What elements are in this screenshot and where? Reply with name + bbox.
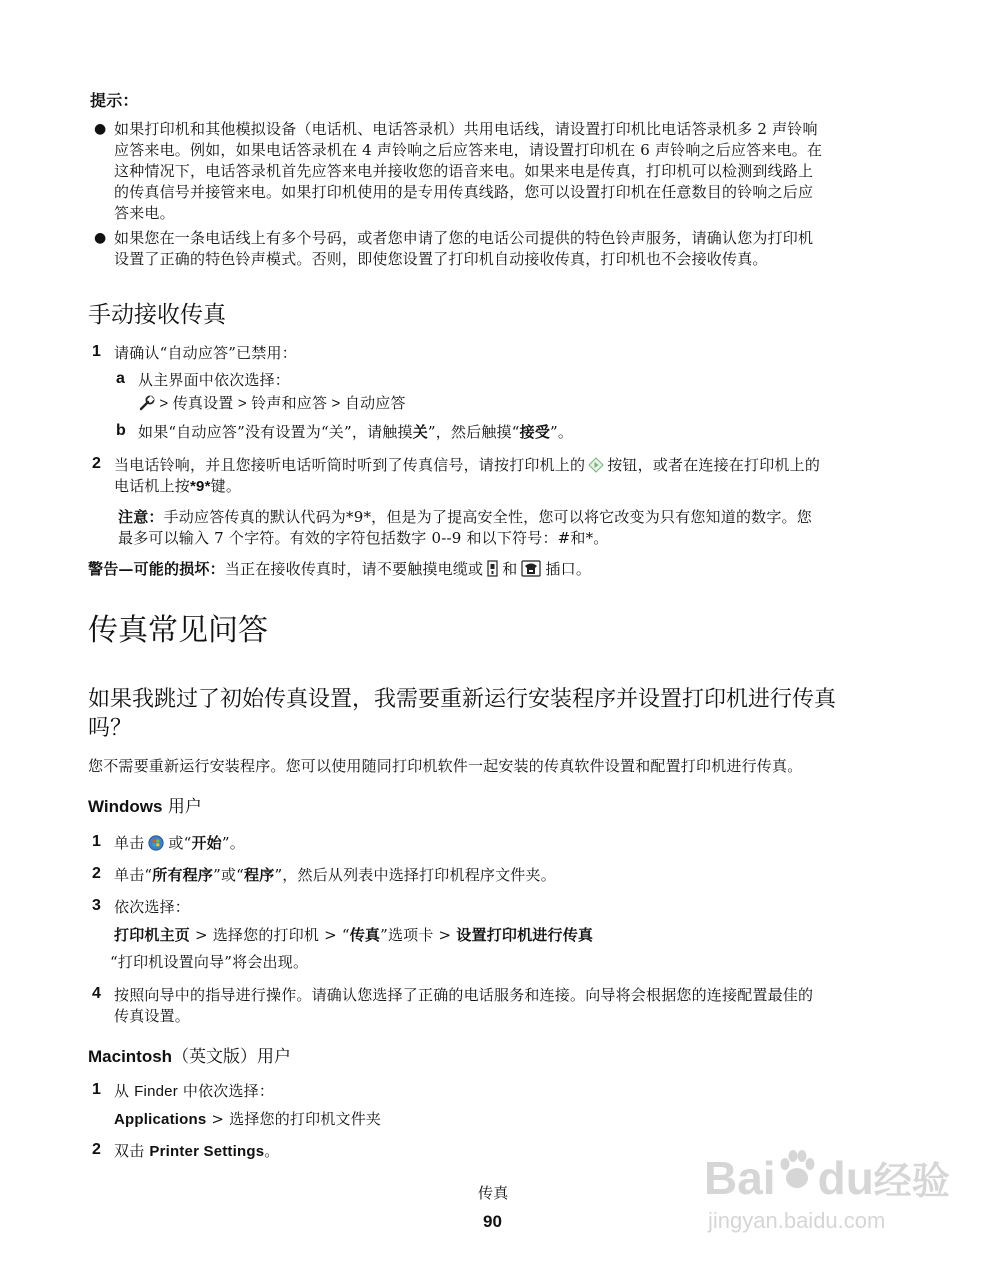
step-number: 1 bbox=[92, 833, 101, 850]
line-port-icon bbox=[487, 560, 498, 583]
substep-letter: b bbox=[116, 422, 126, 439]
wrench-icon bbox=[138, 395, 155, 418]
code-9: *9* bbox=[190, 478, 211, 495]
windows-step-4-line-2: 传真设置。 bbox=[114, 1007, 191, 1025]
substep-letter: a bbox=[116, 370, 125, 387]
faq-question-line-1: 如果我跳过了初始传真设置，我需要重新运行安装程序并设置打印机进行传真 bbox=[88, 687, 837, 712]
windows-users-heading: Windows 用户 bbox=[88, 797, 202, 817]
off-option-label: 关 bbox=[412, 423, 428, 441]
section-heading-fax-faq: 传真常见问答 bbox=[88, 613, 268, 648]
manual-step-1: 请确认“自动应答”已禁用： bbox=[114, 344, 297, 362]
tips-bullet-1-line-3: 这种情况下，电话答录机首先应答来电并接收您的语音来电。如果来电是传真，打印机可以检测到线路上 bbox=[114, 162, 814, 180]
step-number: 2 bbox=[92, 1141, 101, 1158]
step-number: 1 bbox=[92, 343, 101, 360]
step-number: 2 bbox=[92, 865, 101, 882]
menu-path-text: > 传真设置 > 铃声和应答 > 自动应答 bbox=[155, 395, 406, 412]
windows-step-2: 单击“所有程序”或“程序”，然后从列表中选择打印机程序文件夹。 bbox=[114, 866, 556, 884]
baidu-watermark-logo: Bai du经验 bbox=[704, 1148, 950, 1206]
step-number: 3 bbox=[92, 897, 101, 914]
windows-step-4-line-1: 按照向导中的指导进行操作。请确认您选择了正确的电话服务和连接。向导将会根据您的连接配置最佳的 bbox=[114, 986, 814, 1004]
tips-bullet-1-line-5: 答来电。 bbox=[114, 204, 175, 222]
tips-heading: 提示： bbox=[90, 91, 139, 110]
note-line-1: 注意：手动应答传真的默认代码为*9*，但是为了提高安全性，您可以将它改变为只有您知道的数字。您 bbox=[118, 508, 812, 526]
windows-start-orb-icon[interactable] bbox=[148, 835, 164, 857]
tips-bullet-1-line-2: 应答来电。例如，如果电话答录机在 4 声铃响之后应答来电，请设置打印机在 6 声铃响之后应答来电。在 bbox=[114, 141, 823, 159]
tips-bullet-1-line-4: 的传真信号并接管来电。如果打印机使用的是专用传真线路，您可以设置打印机在任意数目的铃响之后应 bbox=[114, 183, 814, 201]
mac-path: Applications > 选择您的打印机文件夹 bbox=[114, 1110, 382, 1128]
all-programs-label: 所有程序 bbox=[152, 866, 214, 884]
watermark-url: jingyan.baidu.com bbox=[708, 1208, 886, 1233]
paw-icon bbox=[776, 1148, 818, 1201]
faq-question-line-2: 吗？ bbox=[88, 716, 133, 741]
step-number: 2 bbox=[92, 455, 101, 472]
manual-step-1a: 从主界面中依次选择： bbox=[138, 371, 291, 389]
manual-step-2-line-1: 当电话铃响，并且您接听电话听筒时听到了传真信号，请按打印机上的 按钮，或者在连接在打印机上的 bbox=[114, 454, 820, 479]
windows-path: 打印机主页 > 选择您的打印机 > “传真”选项卡 > 设置打印机进行传真 bbox=[114, 926, 594, 944]
windows-step-1: 单击 或“开始”。 bbox=[114, 832, 245, 857]
section-heading-manual-receive: 手动接收传真 bbox=[88, 302, 226, 328]
menu-path bbox=[138, 393, 406, 418]
bullet-dot: ● bbox=[94, 121, 107, 137]
windows-step-3-result: “打印机设置向导”将会出现。 bbox=[110, 953, 309, 971]
footer-section-name: 传真 bbox=[478, 1184, 509, 1202]
bullet-dot: ● bbox=[94, 230, 107, 246]
step-number: 4 bbox=[92, 985, 101, 1002]
macintosh-users-heading: Macintosh（英文版）用户 bbox=[88, 1047, 292, 1067]
tips-bullet-1-line-1: 如果打印机和其他模拟设备（电话机、电话答录机）共用电话线，请设置打印机比电话答录机多 2 声铃响 bbox=[114, 120, 818, 138]
start-label: 开始 bbox=[191, 834, 222, 852]
windows-step-3: 依次选择： bbox=[114, 898, 191, 916]
warning-label: 警告—可能的损坏： bbox=[88, 560, 225, 578]
tips-bullet-2-line-1: 如果您在一条电话线上有多个号码，或者您申请了您的电话公司提供的特色铃声服务，请确认您为打印机 bbox=[114, 229, 814, 247]
accept-option-label: 接受 bbox=[519, 423, 551, 441]
programs-label: 程序 bbox=[244, 866, 275, 884]
note-label: 注意： bbox=[118, 508, 164, 526]
manual-step-1b: 如果“自动应答”没有设置为“关”，请触摸关”，然后触摸“接受”。 bbox=[138, 423, 574, 441]
mac-step-1: 从 Finder 中依次选择： bbox=[114, 1082, 275, 1100]
phone-port-icon bbox=[521, 560, 541, 583]
manual-step-2-line-2: 电话机上按*9*键。 bbox=[114, 477, 242, 495]
step-number: 1 bbox=[92, 1081, 101, 1098]
warning-line: 警告—可能的损坏：当正在接收传真时，请不要触摸电缆或 和 插口。 bbox=[88, 558, 591, 583]
faq-answer: 您不需要重新运行安装程序。您可以使用随同打印机软件一起安装的传真软件设置和配置打印机进行传真。 bbox=[88, 757, 803, 775]
start-diamond-icon bbox=[588, 457, 604, 479]
mac-step-2: 双击 Printer Settings。 bbox=[114, 1142, 280, 1160]
note-line-2: 最多可以输入 7 个字符。有效的字符包括数字 0--9 和以下符号：#和*。 bbox=[118, 529, 609, 547]
page-number: 90 bbox=[483, 1212, 502, 1231]
tips-bullet-2-line-2: 设置了正确的特色铃声模式。否则，即使您设置了打印机自动接收传真，打印机也不会接收传真。 bbox=[114, 250, 768, 268]
